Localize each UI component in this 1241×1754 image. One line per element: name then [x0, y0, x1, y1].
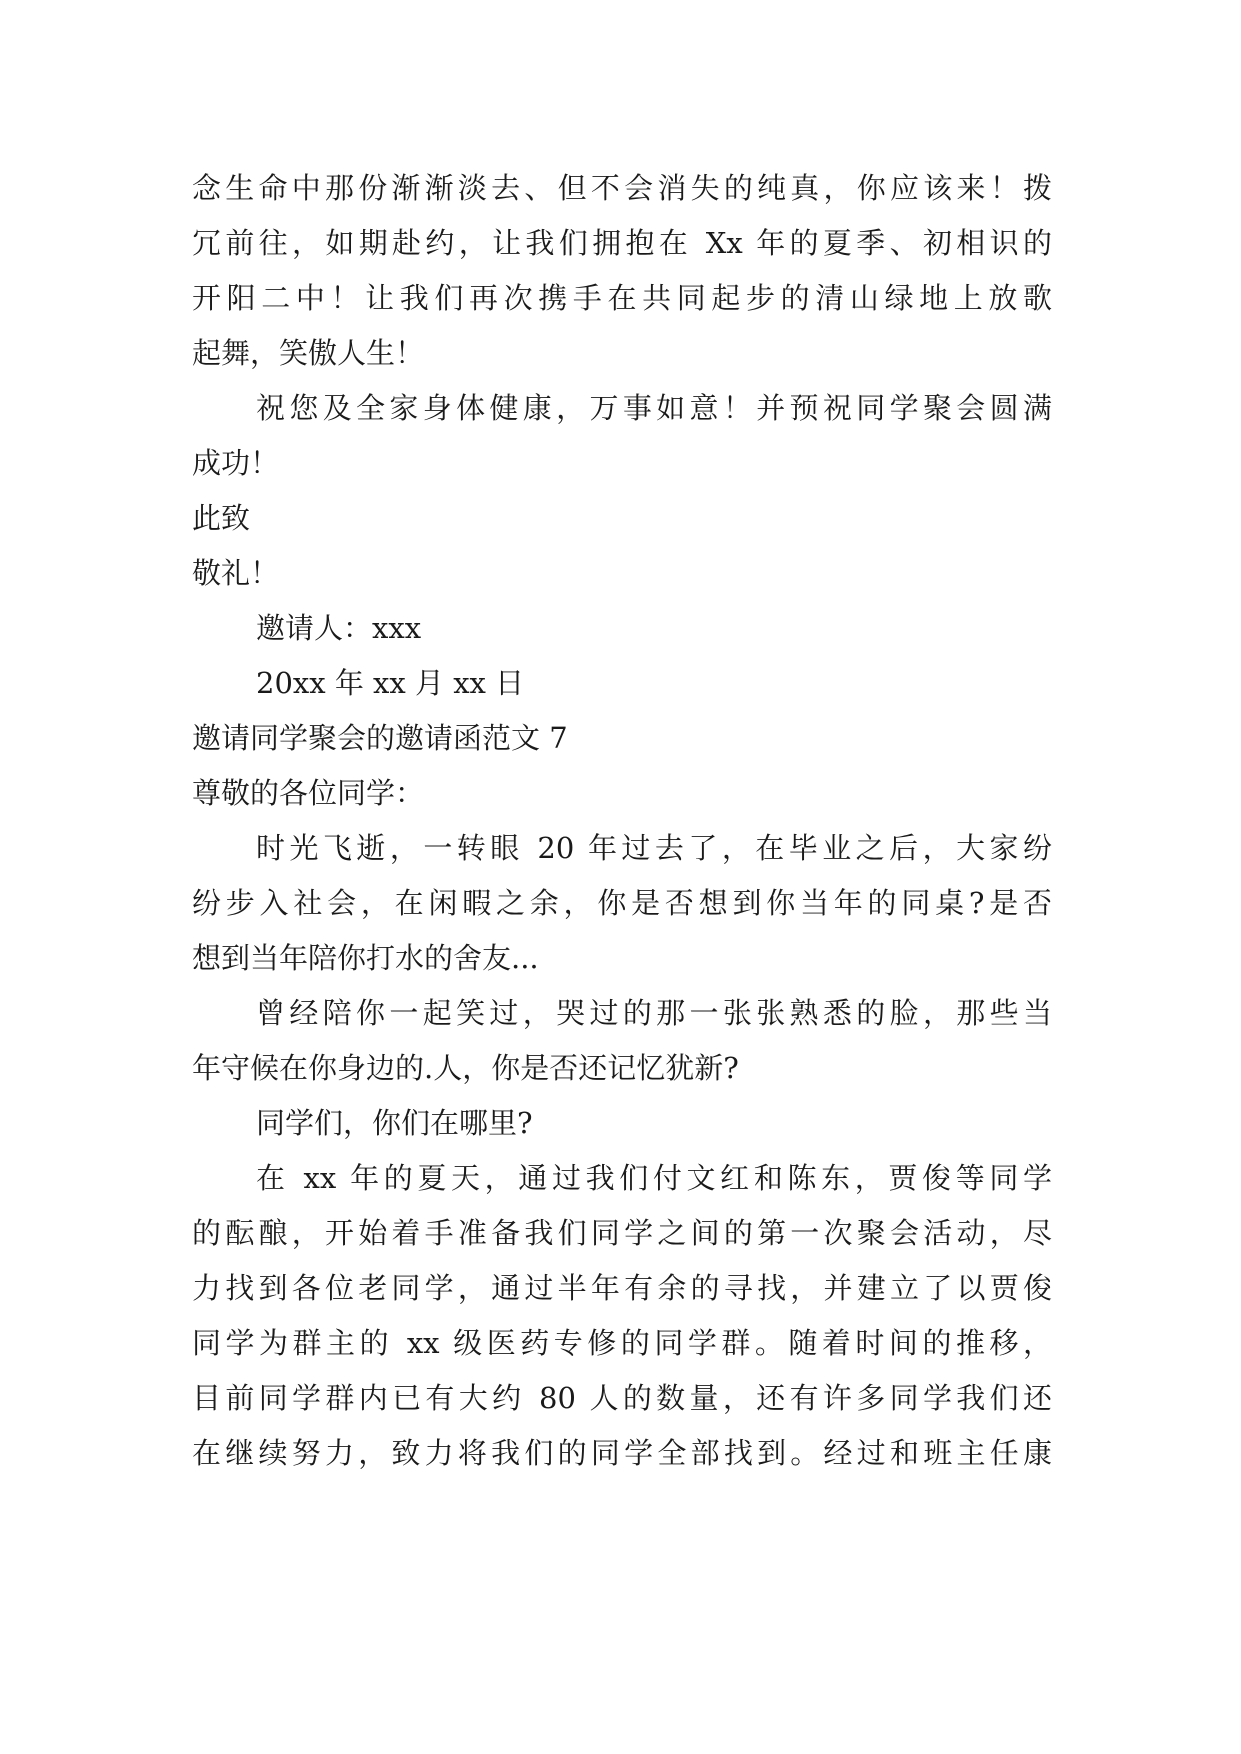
body-text-line: 时光飞逝，一转眼 20 年过去了，在毕业之后，大家纷 [256, 831, 1052, 865]
body-text-line: 想到当年陪你打水的舍友... [192, 941, 539, 975]
body-text-line: 开阳二中！让我们再次携手在共同起步的清山绿地上放歌 [192, 281, 1052, 315]
blessing-line: 祝您及全家身体健康，万事如意！并预祝同学聚会圆满 [256, 391, 1052, 425]
body-text-line: 在继续努力，致力将我们的同学全部找到。经过和班主任康 [192, 1436, 1052, 1470]
body-text-line: 目前同学群内已有大约 80 人的数量，还有许多同学我们还 [192, 1381, 1052, 1415]
body-text-line: 年守候在你身边的.人，你是否还记忆犹新? [192, 1051, 739, 1085]
inviter-signature: 邀请人：xxx [256, 611, 422, 645]
blessing-line: 成功！ [192, 446, 280, 480]
body-text-line: 曾经陪你一起笑过，哭过的那一张张熟悉的脸，那些当 [256, 996, 1052, 1030]
body-text-line: 在 xx 年的夏天，通过我们付文红和陈东，贾俊等同学 [256, 1161, 1052, 1195]
body-text-line: 念生命中那份渐渐淡去、但不会消失的纯真，你应该来！拨 [192, 171, 1052, 205]
body-text-line: 起舞，笑傲人生！ [192, 336, 425, 370]
body-text-line: 同学们，你们在哪里? [256, 1106, 533, 1140]
body-text-line: 同学为群主的 xx 级医药专修的同学群。随着时间的推移， [192, 1326, 1052, 1360]
closing-regards: 敬礼！ [192, 556, 280, 590]
closing-salutation: 此致 [192, 501, 251, 535]
section-heading: 邀请同学聚会的邀请函范文 7 [192, 721, 568, 755]
letter-date: 20xx 年 xx 月 xx 日 [256, 666, 525, 700]
body-text-line: 力找到各位老同学，通过半年有余的寻找，并建立了以贾俊 [192, 1271, 1052, 1305]
greeting: 尊敬的各位同学： [192, 776, 425, 810]
body-text-line: 纷步入社会，在闲暇之余，你是否想到你当年的同桌?是否 [192, 886, 1052, 920]
body-text-line: 冗前往，如期赴约，让我们拥抱在 Xx 年的夏季、初相识的 [192, 226, 1052, 260]
body-text-line: 的酝酿，开始着手准备我们同学之间的第一次聚会活动，尽 [192, 1216, 1052, 1250]
